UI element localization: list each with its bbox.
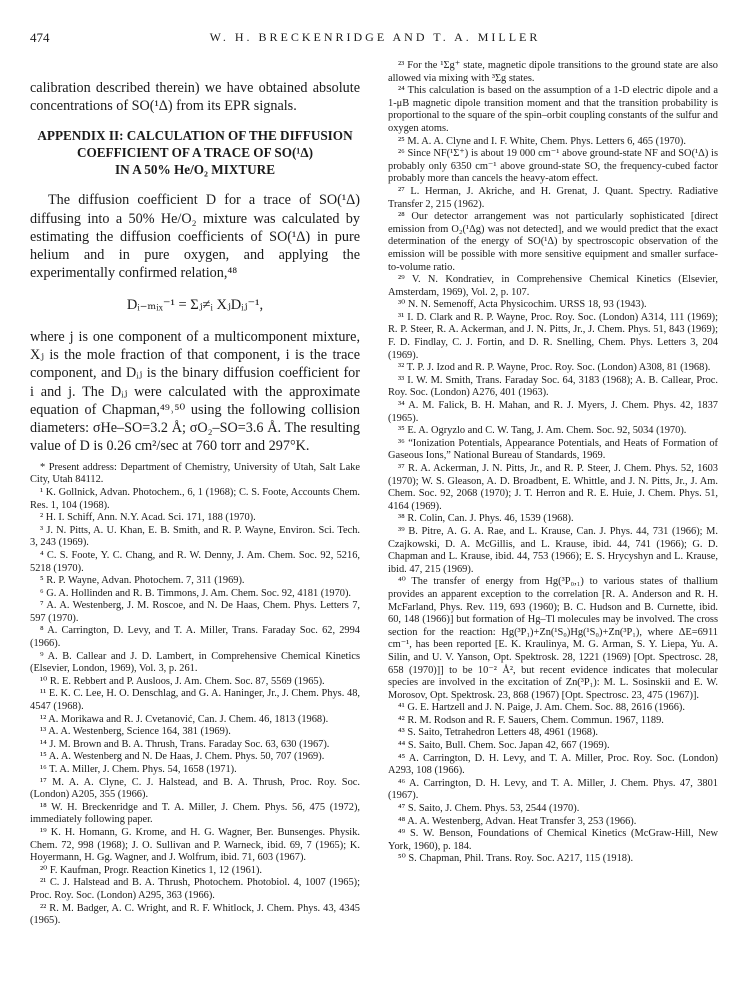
footnotes-right — [388, 60, 718, 866]
footnote: ²⁰ F. Kaufman, Progr. Reaction Kinetics 1, 12 (1961). — [40, 864, 263, 876]
footnote: ²¹ C. J. Halstead and B. A. Thrush, Photochem. Photobiol. 4, 1007 (1965); Proc. Roy. Soc. (London) A295, 363 (1966). — [30, 877, 360, 901]
footnote: ¹⁹ K. H. Homann, G. Krome, and H. G. Wagner, Ber. Bunsenges. Physik. Chem. 72, 998 (1968); J. O. Sullivan and P. Warneck, ibid. 69, 7 (1965); K. Hoyermann, H. Gg. Wagner, and J. Wolfrum, ibid. 71, 603 (1967). — [30, 826, 360, 864]
footnote: ⁴⁰ The transfer of energy from Hg(³P₀,₁) to various states of thallium provides an apparent exception to the correlation [R. A. Anderson and R. H. McFarland, Phys. Rev. 119, 693 (1960); B. C. Hudson and B. Curnette, ibid. 60, 148 (1966)] but formation of Hg–Tl molecules may be involved. The cross section for the reaction: Hg(³P₁)+Zn(¹S₀)Hg(¹S₀)+Zn(³P₁), where ΔE=6911 cm⁻¹, has been reported [E. K. Kraulinya, M. G. Arman, S. Y. Liepa, Yu. A. Silin, and U. V. Yanson, Opt. Spektrosk. 28, 1221 (1969) [Opt. Spectrosc. 28, 658 (1970)]] to be 10⁻² Å², but recent evidence indicates that molecular species are involved in the excitation of Zn(³P₁): M. L. Sosinskii and E. W. Morosov, Opt. Spektrosk. 23, 868 (1967) [Opt. Spectrosc. 23, 475 (1967)]. — [388, 576, 718, 701]
appendix-title-line: APPENDIX II: CALCULATION OF THE DIFFUSION — [37, 127, 353, 143]
footnote: ²⁶ Since NF(¹Σ⁺) is about 19 000 cm⁻¹ above ground-state NF and SO(¹Δ) is probably only 6350 cm⁻¹ above ground-state SO, the frequency-cubed factor probably more than cancels the heavy-atom effect. — [388, 148, 718, 185]
footnote: ²⁵ M. A. A. Clyne and I. F. White, Chem. Phys. Letters 6, 465 (1970). — [398, 135, 686, 147]
footnote: ⁴³ S. Saito, Tetrahedron Letters 48, 4961 (1968). — [398, 727, 599, 739]
footnote: ¹⁷ M. A. A. Clyne, C. J. Halstead, and B. A. Thrush, Proc. Roy. Soc. (London) A205, 355 (1966). — [30, 776, 360, 801]
footnote: ⁴⁴ S. Saito, Bull. Chem. Soc. Japan 42, 667 (1969). — [398, 740, 610, 752]
footnote: ³⁶ “Ionization Potentials, Appearance Potentials, and Heats of Formation of Gaseous Ions,” National Bureau of Standards, 1969. — [388, 437, 718, 462]
footnote: ¹² A. Morikawa and R. J. Cvetanović, Can. J. Chem. 46, 1813 (1968). — [40, 713, 329, 725]
footnote: ⁴ C. S. Foote, Y. C. Chang, and R. W. Denny, J. Am. Chem. Soc. 92, 5216, 5218 (1970). — [30, 549, 360, 574]
intro-paragraph: calibration described therein) we have obtained absolute concentrations of SO(¹Δ) from its EPR signals. — [30, 80, 360, 115]
diffusion-paragraph: The diffusion coefficient D for a trace of SO(¹Δ) diffusing into a 50% He/O₂ mixture was calculated by estimating the diffusion coefficients of SO(¹Δ) in pure helium and in pure oxygen, and applying the experimentally confirmed relation,⁴⁸ — [30, 192, 360, 282]
footnote: ³⁰ N. N. Semenoff, Acta Physicochim. URSS 18, 93 (1943). — [398, 299, 647, 311]
definitions-paragraph: where j is one component of a multicomponent mixture, Xⱼ is the mole fraction of that component, i is the trace component, and Dᵢⱼ is the binary diffusion coefficient for i and j. The Dᵢⱼ were calculated with the approximate equation of Chapman,⁴⁹˒⁵⁰ using the following collision diameters: σHe–SO=3.2 Å; σO₂–SO=3.6 Å. The resulting value of D is 0.26 cm²/sec at 760 torr and 297°K. — [30, 328, 360, 455]
appendix-title-line: IN A 50% He/O₂ MIXTURE — [114, 162, 275, 177]
footnote: ⁸ A. Carrington, D. Levy, and T. A. Miller, Trans. Faraday Soc. 62, 2994 (1966). — [30, 625, 360, 650]
footnote: ⁴¹ G. E. Hartzell and J. N. Paige, J. Am. Chem. Soc. 88, 2616 (1966). — [398, 702, 685, 714]
footnote: ³⁴ A. M. Falick, B. H. Mahan, and R. J. Myers, J. Chem. Phys. 42, 1837 (1965). — [388, 400, 718, 424]
footnote: ² H. I. Schiff, Ann. N.Y. Acad. Sci. 171, 188 (1970). — [40, 512, 256, 524]
footnote: ³⁷ R. A. Ackerman, J. N. Pitts, Jr., and R. P. Steer, J. Chem. Phys. 52, 1603 (1970); W. S. Gleason, A. D. Broadbent, E. Whittle, and J. N. Pitts, Jr., J. Am. Chem. Soc. 92, 2068 (1970); J. T. Herron and R. E. Huie, J. Chem. Phys. 51, 4164 (1969). — [388, 463, 718, 512]
footnote: ¹⁶ T. A. Miller, J. Chem. Phys. 54, 1658 (1971). — [40, 764, 237, 776]
footnote: ⁴⁸ A. A. Westenberg, Advan. Heat Transfer 3, 253 (1966). — [398, 815, 637, 827]
diffusion-equation: Dᵢ₋ₘᵢₓ⁻¹ = Σⱼ≠ᵢ XⱼDᵢⱼ⁻¹, — [126, 296, 264, 313]
footnote: ³⁵ E. A. Ogryzlo and C. W. Tang, J. Am. Chem. Soc. 92, 5034 (1970). — [398, 425, 687, 437]
footnotes-left — [30, 462, 360, 928]
footnote: ²⁸ Our detector arrangement was not particularly sophisticated [direct emission from O₂(¹Δg) was not detected], and we would predict that the exact determination of the energy of SO(¹Δ) by spectroscopic observation of the emission will be possible with more sensitive equipment and smaller surface-to-volume ratio. — [388, 211, 718, 273]
footnote: ⁵⁰ S. Chapman, Phil. Trans. Roy. Soc. A217, 115 (1918). — [398, 853, 634, 865]
footnote: ²⁴ This calculation is based on the assumption of a 1-D electric dipole and a 1-μB magnetic dipole transition moment and that the transition probability is proportional to the square of the spin–orbit coupling constants of the sulfur and oxygen atoms. — [388, 85, 718, 134]
footnote: ²³ For the ¹Σg⁺ state, magnetic dipole transitions to the ground state are also allowed via mixing with ³Σg states. — [388, 60, 718, 84]
footnote: ¹⁵ A. A. Westenberg and N. De Haas, J. Chem. Phys. 50, 707 (1969). — [40, 751, 325, 763]
footnote: ³¹ I. D. Clark and R. P. Wayne, Proc. Roy. Soc. (London) A314, 111 (1969); R. P. Steer, R. A. Ackerman, and J. N. Pitts, Jr., J. Chem. Phys. 51, 843 (1969); F. D. Findlay, C. J. Fortin, and D. R. Snelling, Chem. Phys. Letters 3, 204 (1969). — [388, 311, 718, 361]
right-column — [388, 60, 718, 866]
footnote: ³² T. P. J. Izod and R. P. Wayne, Proc. Roy. Soc. (London) A308, 81 (1968). — [398, 362, 711, 374]
footnote: ¹⁸ W. H. Breckenridge and T. A. Miller, J. Chem. Phys. 56, 475 (1972), immediately following paper. — [30, 801, 360, 826]
appendix-title — [30, 127, 360, 179]
page-header — [30, 30, 720, 50]
page-number: 474 — [30, 30, 50, 45]
running-head: W. H. BRECKENRIDGE AND T. A. MILLER — [209, 30, 541, 44]
appendix-title-line: COEFFICIENT OF A TRACE OF SO(¹Δ) — [76, 144, 314, 160]
footnote: * Present address: Department of Chemistry, University of Utah, Salt Lake City, Utah 84112. — [30, 461, 360, 486]
footnote: ¹⁰ R. E. Rebbert and P. Ausloos, J. Am. Chem. Soc. 87, 5569 (1965). — [40, 675, 325, 687]
footnote: ²⁹ V. N. Kondratiev, in Comprehensive Chemical Kinetics (Elsevier, Amsterdam, 1969), Vol. 2, p. 107. — [388, 274, 718, 298]
footnote: ⁴⁷ S. Saito, J. Chem. Phys. 53, 2544 (1970). — [398, 803, 580, 815]
footnote: ³⁸ R. Colin, Can. J. Phys. 46, 1539 (1968). — [398, 513, 574, 525]
footnote: ⁵ R. P. Wayne, Advan. Photochem. 7, 311 (1969). — [40, 575, 245, 587]
footnote: ³ J. N. Pitts, A. U. Khan, E. B. Smith, and R. P. Wayne, Environ. Sci. Tech. 3, 243 (1969). — [30, 524, 360, 549]
footnote: ⁴⁵ A. Carrington, D. H. Levy, and T. A. Miller, Proc. Roy. Soc. (London) A293, 108 (1966). — [388, 752, 718, 777]
footnote: ²⁷ L. Herman, J. Akriche, and H. Grenat, J. Quant. Spectry. Radiative Transfer 2, 215 (1962). — [388, 185, 718, 210]
footnote: ¹³ A. A. Westenberg, Science 164, 381 (1969). — [40, 726, 231, 738]
footnote: ⁹ A. B. Callear and J. D. Lambert, in Comprehensive Chemical Kinetics (Elsevier, London, 1969), Vol. 3, p. 261. — [30, 650, 360, 675]
footnote: ¹⁴ J. M. Brown and B. A. Thrush, Trans. Faraday Soc. 63, 630 (1967). — [40, 738, 330, 750]
footnote: ¹ K. Gollnick, Advan. Photochem., 6, 1 (1968); C. S. Foote, Accounts Chem. Res. 1, 104 (1968). — [30, 486, 360, 511]
footnote: ⁴² R. M. Rodson and R. F. Sauers, Chem. Commun. 1967, 1189. — [398, 714, 664, 726]
footnote: ⁷ A. A. Westenberg, J. M. Roscoe, and N. De Haas, Chem. Phys. Letters 7, 597 (1970). — [30, 600, 360, 624]
footnote: ³⁹ B. Pitre, A. G. A. Rae, and L. Krause, Can. J. Phys. 44, 731 (1966); M. Czajkowski, D. A. McGillis, and L. Krause, ibid. 44, 741 (1966); G. D. Chapman and L. Krause, ibid. 44, 753 (1966); E. S. Hrycyshyn and L. Krause, ibid. 47, 215 (1969). — [388, 525, 718, 575]
footnote: ¹¹ E. K. C. Lee, H. O. Denschlag, and G. A. Haninger, Jr., J. Chem. Phys. 48, 4547 (1968). — [30, 688, 360, 713]
footnote: ⁶ G. A. Hollinden and R. B. Timmons, J. Am. Chem. Soc. 92, 4181 (1970). — [40, 587, 352, 599]
footnote: ⁴⁶ A. Carrington, D. H. Levy, and T. A. Miller, J. Chem. Phys. 47, 3801 (1967). — [388, 777, 718, 802]
left-column — [30, 79, 360, 928]
footnote: ⁴⁹ S. W. Benson, Foundations of Chemical Kinetics (McGraw-Hill, New York, 1960), p. 184. — [388, 828, 718, 852]
footnote: ²² R. M. Badger, A. C. Wright, and R. F. Whitlock, J. Chem. Phys. 43, 4345 (1965). — [30, 902, 360, 927]
footnote: ³³ I. W. M. Smith, Trans. Faraday Soc. 64, 3183 (1968); A. B. Callear, Proc. Roy. Soc. (London) A276, 401 (1963). — [388, 374, 718, 399]
